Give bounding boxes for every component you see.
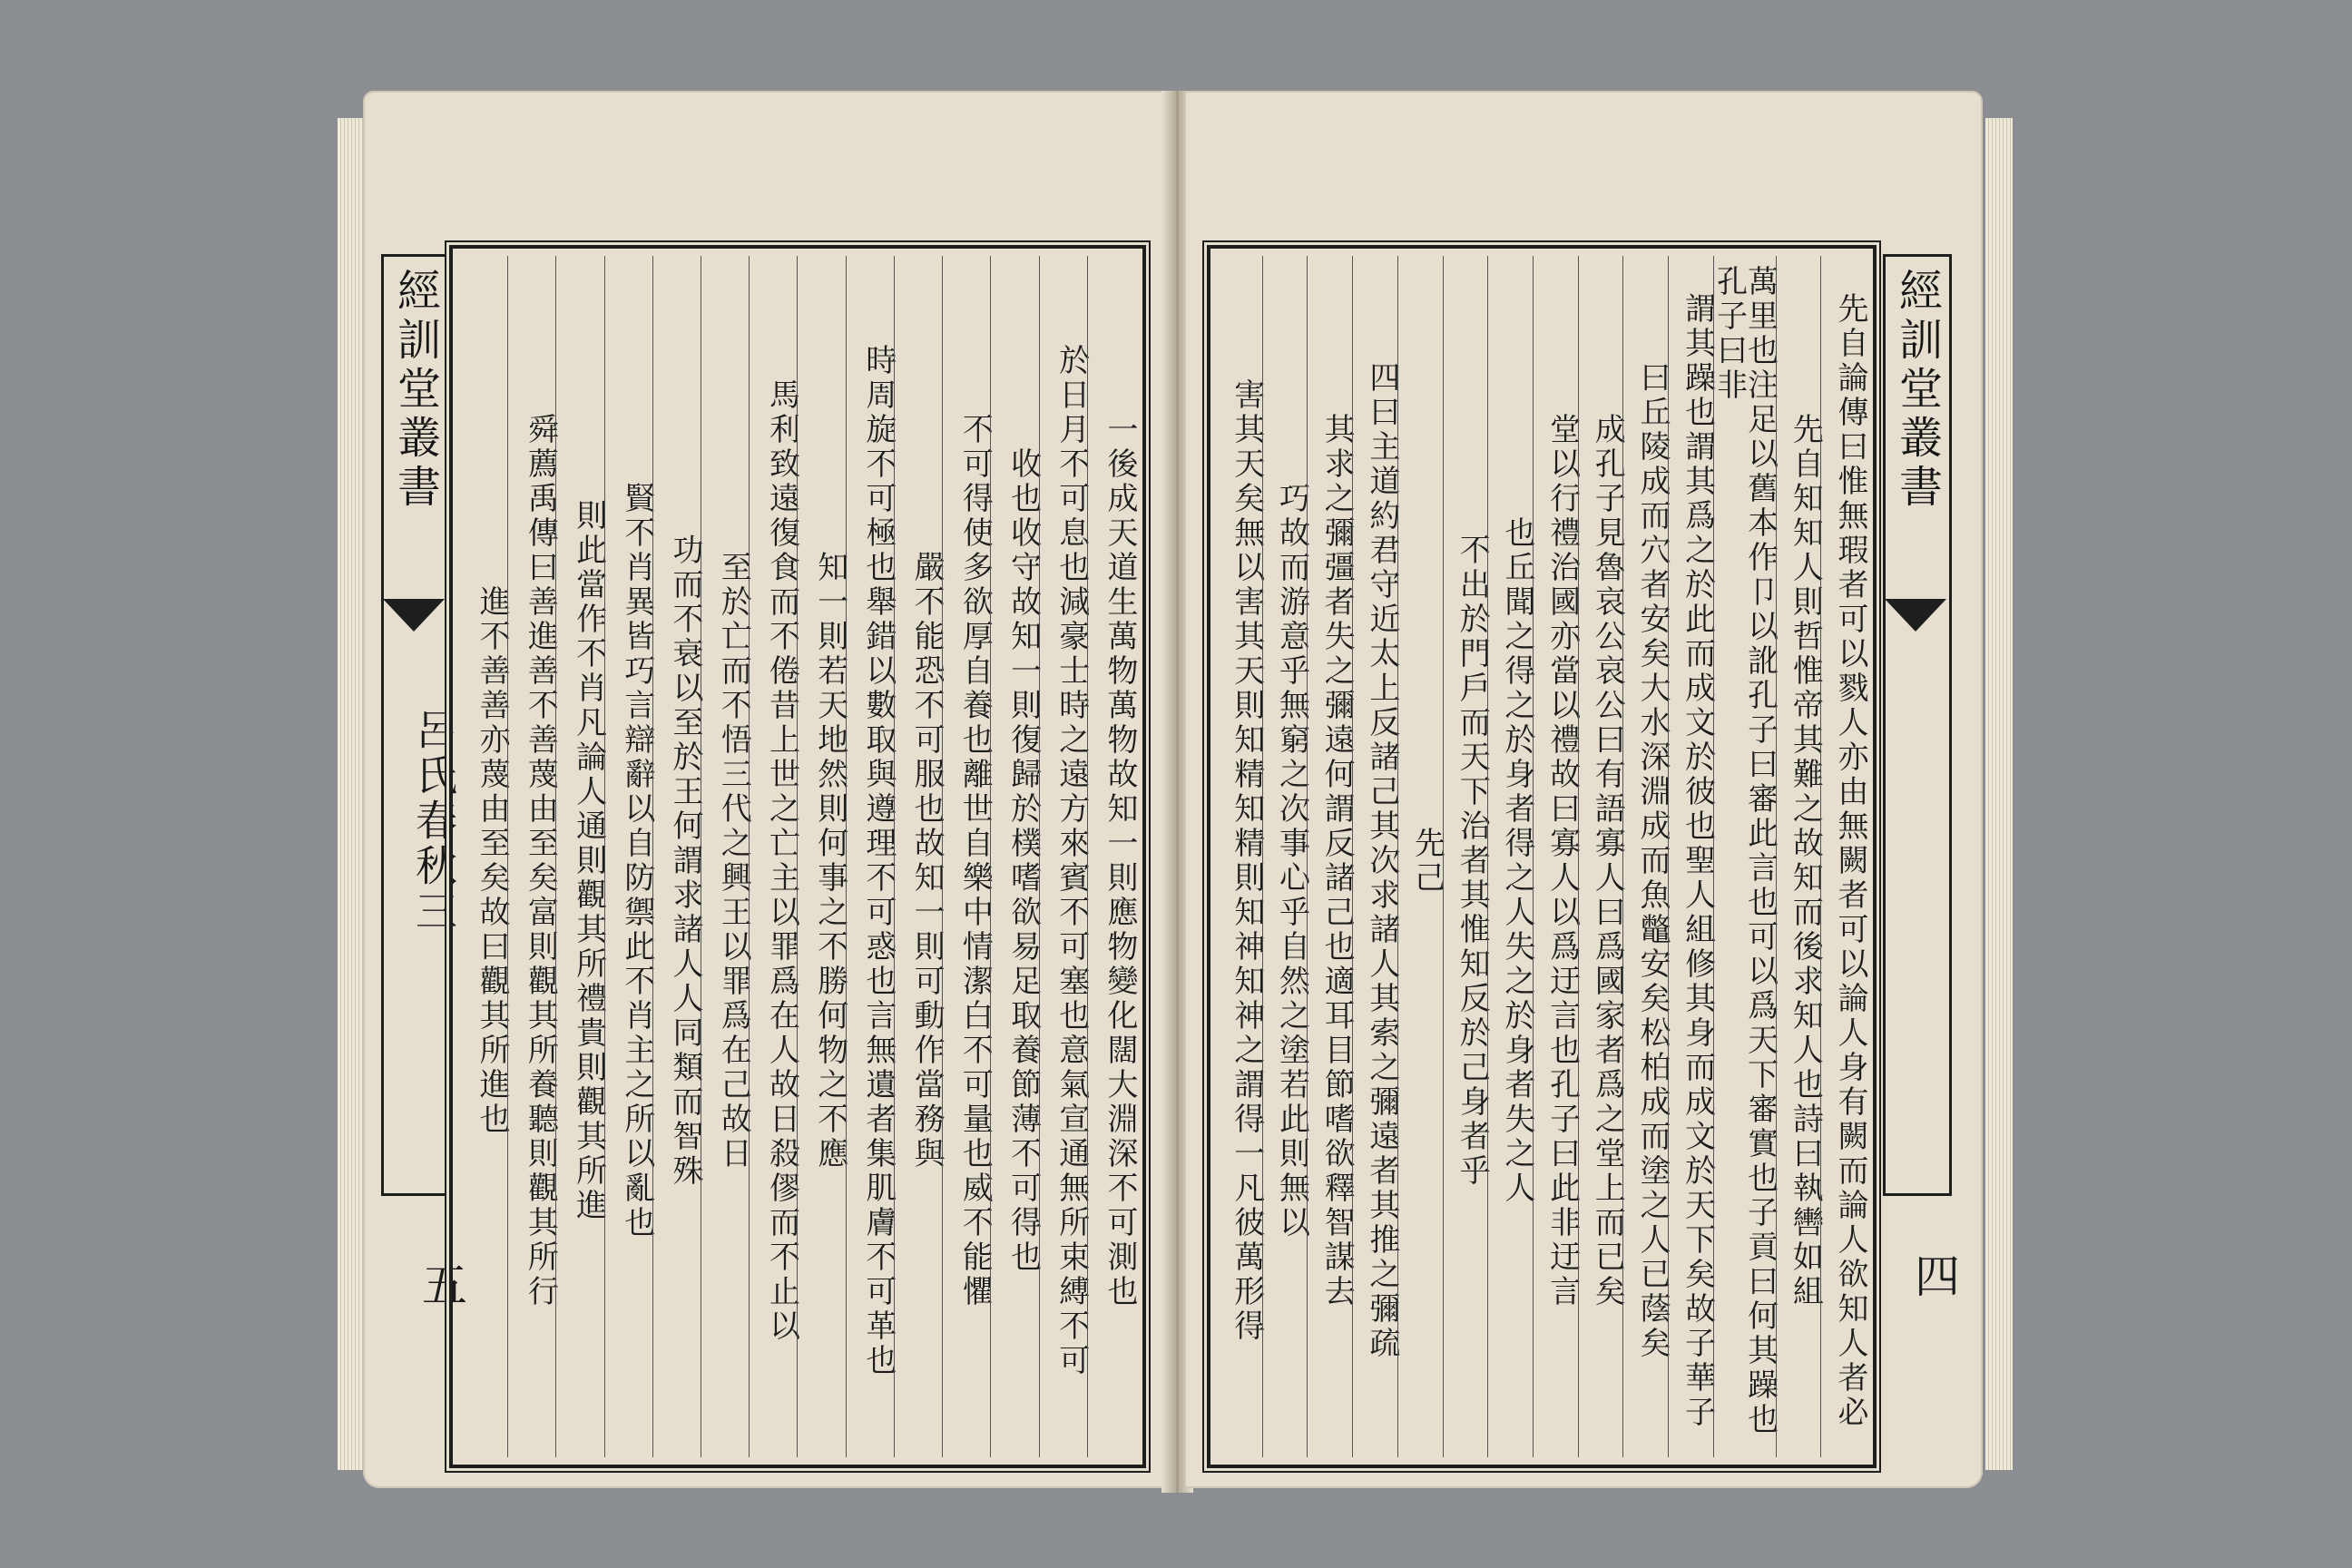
right-series-title xyxy=(1883,254,1952,1196)
column-text: 進不善善亦蔑由至矣故曰觀其所進也 xyxy=(474,585,511,1137)
right-column xyxy=(1776,256,1824,1457)
column-text: 先己 xyxy=(1408,827,1446,896)
left-column xyxy=(797,256,848,1457)
left-column xyxy=(749,256,800,1457)
right-column xyxy=(1307,256,1356,1457)
right-page-number xyxy=(1901,1252,1966,1298)
column-text: 賢不肖異皆巧言辯辭以自防禦此不肖主之所以亂也 xyxy=(618,482,655,1240)
column-text: 功而不衰以至於王何謂求諸人人同類而智殊 xyxy=(667,534,704,1189)
column-text: 萬里也注足以舊本作卩以訛孔子曰審此言也可以爲天下審實也子貢曰何其躁也孔子曰非 xyxy=(1710,265,1779,1437)
column-text: 舜薦禹傳曰善進善不善蔑由至矣富則觀其所養聽則觀其所行 xyxy=(522,413,559,1309)
right-columns xyxy=(1218,256,1866,1457)
right-column xyxy=(1533,256,1581,1457)
right-column xyxy=(1710,256,1779,1457)
right-column xyxy=(1820,256,1866,1457)
left-page-number-text: 五 xyxy=(415,1261,467,1307)
right-fishtail-mark xyxy=(1885,599,1946,632)
left-column xyxy=(990,256,1042,1457)
left-column xyxy=(942,256,994,1457)
column-text: 也丘聞之得之於身者得之人失之於身者失之人 xyxy=(1498,516,1535,1206)
column-text: 則此當作不肖凡論人通則觀其所禮貴則觀其所進 xyxy=(570,499,607,1223)
left-column xyxy=(701,256,752,1457)
column-text: 知一則若天地然則何事之不勝何物之不應 xyxy=(811,551,848,1171)
left-column xyxy=(555,256,607,1457)
right-column xyxy=(1218,256,1265,1457)
column-text: 謂其躁也謂其爲之於此而成文於彼也聖人組修其身而成文於天下矣故子華子 xyxy=(1679,292,1716,1430)
left-column xyxy=(1039,256,1090,1457)
right-column xyxy=(1262,256,1308,1457)
column-text: 不可得使多欲厚自養也離世自樂中情潔白不可量也威不能懼 xyxy=(956,413,994,1309)
left-column xyxy=(846,256,897,1457)
column-text: 收也收守故知一則復歸於樸嗜欲易足取養節薄不可得也 xyxy=(1004,447,1042,1275)
column-text: 巧故而游意乎無窮之次事心乎自然之塗若此則無以 xyxy=(1273,482,1310,1240)
left-column xyxy=(507,256,559,1457)
column-text: 成孔子見魯哀公哀公曰有語寡人曰爲國家者爲之堂上而已矣 xyxy=(1589,413,1626,1309)
left-column xyxy=(652,256,704,1457)
column-text: 至於亡而不悟三代之興王以罪爲在己故日 xyxy=(715,551,752,1171)
column-text: 害其天矣無以害其天則知精知精則知神知神之謂得一凡彼萬形得 xyxy=(1228,378,1265,1344)
column-text: 曰丘陵成而穴者安矣大水深淵成而魚鼈安矣松柏成而塗之人已蔭矣 xyxy=(1633,361,1671,1361)
left-page-edge xyxy=(338,118,365,1470)
left-book-title-text: 呂氏春秋三 xyxy=(409,708,458,935)
column-text: 時周旋不可極也舉錯以數取與遵理不可惑也言無遺者集肌膚不可革也 xyxy=(859,344,897,1378)
left-column xyxy=(460,256,511,1457)
column-text: 其求之彌彊者失之彌遠何謂反諸己也適耳目節嗜欲釋智謀去 xyxy=(1318,413,1356,1309)
column-text: 馬利致遠復食而不倦昔上世之亡主以罪爲在人故日殺僇而不止以 xyxy=(763,378,800,1344)
left-page xyxy=(363,91,1171,1488)
right-column xyxy=(1668,256,1716,1457)
left-column xyxy=(894,256,946,1457)
left-series-title-text: 經訓堂叢書 xyxy=(389,268,441,513)
column-text: 嚴不能恐不可服也故知一則可動作當務與 xyxy=(908,551,946,1171)
left-fishtail-mark xyxy=(383,599,445,632)
right-page xyxy=(1184,91,1983,1488)
column-text: 先自知知人則哲惟帝其難之故知而後求知人也詩曰執轡如組 xyxy=(1787,413,1824,1309)
column-text: 先自論傳曰惟無瑕者可以戮人亦由無闕者可以論人身有闕而論人欲知人者必 xyxy=(1832,292,1868,1430)
right-page-number-text: 四 xyxy=(1907,1252,1960,1298)
left-text-frame xyxy=(449,245,1146,1468)
left-column xyxy=(604,256,655,1457)
column-text: 不出於門戶而天下治者其惟知反於己身者乎 xyxy=(1454,534,1491,1189)
right-text-frame xyxy=(1207,245,1877,1468)
right-page-edge xyxy=(1985,118,2013,1470)
column-text: 堂以行禮治國亦當以禮故曰寡人以爲迂言也孔子曰此非迂言 xyxy=(1544,413,1581,1309)
book-spread xyxy=(363,91,1987,1493)
right-column xyxy=(1397,256,1446,1457)
right-column xyxy=(1622,256,1671,1457)
right-series-title-text: 經訓堂叢書 xyxy=(1891,268,1943,513)
column-text: 一後成天道生萬物萬物故知一則應物變化闊大淵深不可測也 xyxy=(1102,413,1138,1309)
left-column xyxy=(1087,256,1138,1457)
column-text: 四曰主道約君守近太上反諸己其次求諸人其索之彌遠者其推之彌疏 xyxy=(1363,361,1400,1361)
right-column xyxy=(1487,256,1533,1457)
left-columns xyxy=(460,256,1138,1457)
right-column xyxy=(1443,256,1491,1457)
right-column xyxy=(1578,256,1626,1457)
right-column xyxy=(1352,256,1400,1457)
column-text: 於日月不可息也減豪士時之遠方來賓不可塞也意氣宣通無所束縛不可 xyxy=(1053,344,1090,1378)
